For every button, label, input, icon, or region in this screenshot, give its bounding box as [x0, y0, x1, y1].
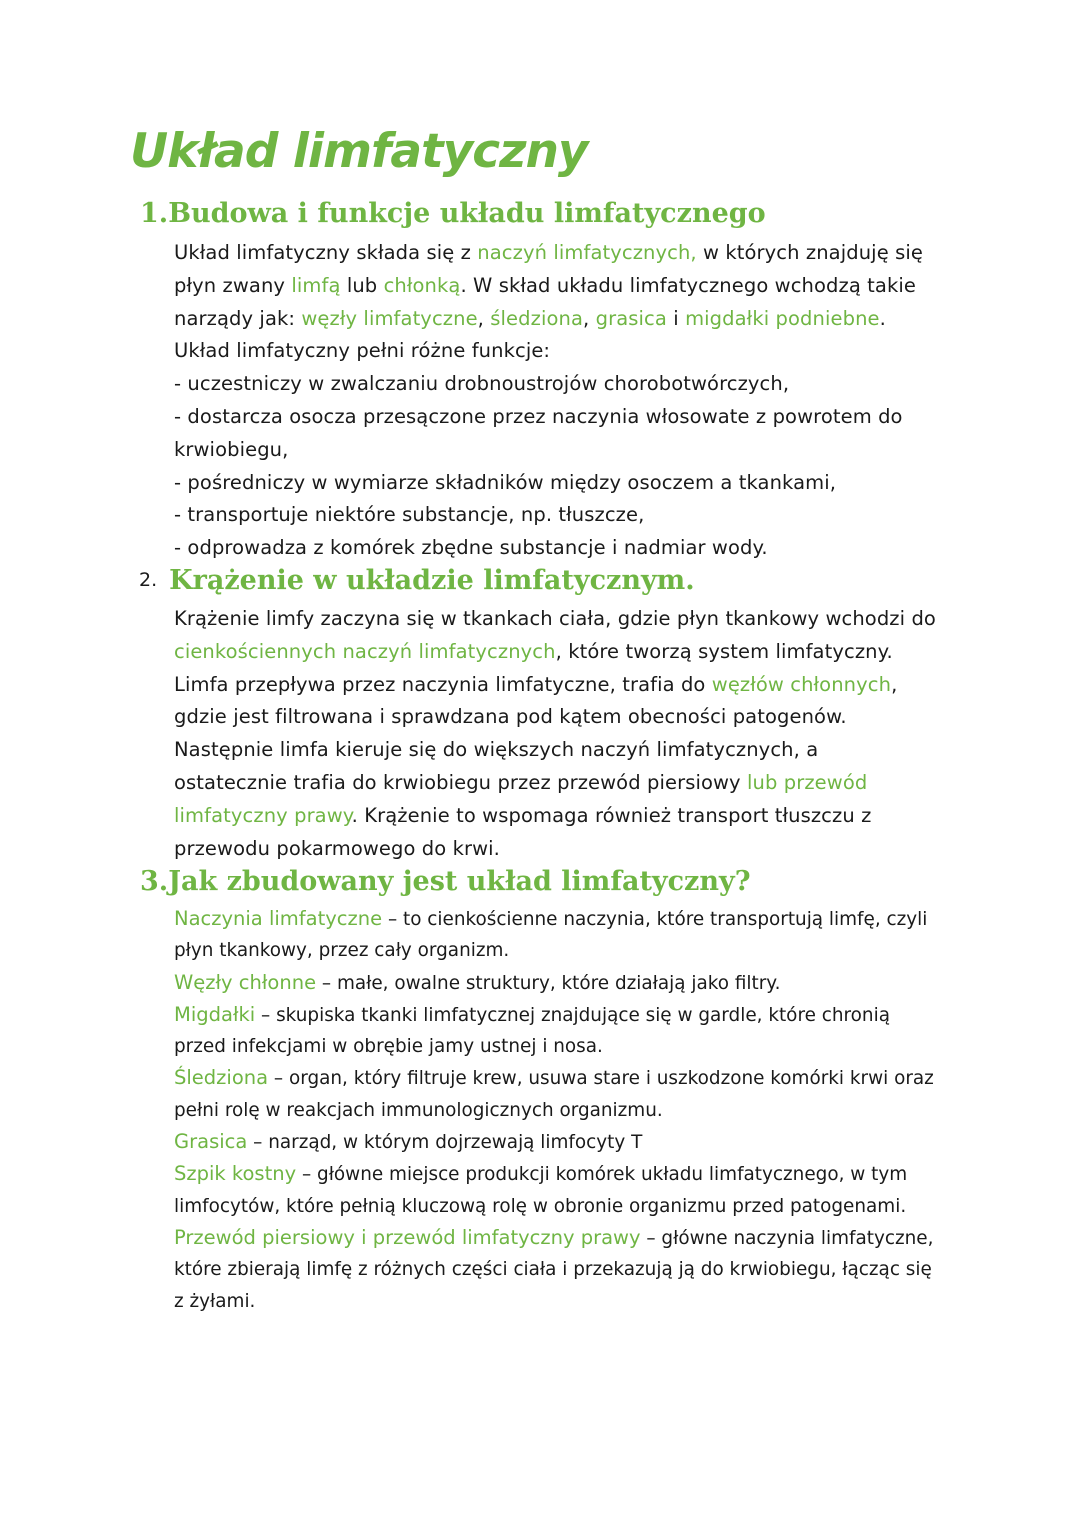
text-span: – to cienkościenne naczynia, które transportują limfę, czyli: [382, 909, 928, 930]
definition-line: [174, 903, 974, 935]
definition-line: [174, 967, 974, 999]
page-title: Układ limfatyczny: [130, 124, 588, 179]
text-span: – skupiska tkanki limfatycznej znajdujące się w gardle, które chronią: [255, 1004, 890, 1026]
section-1-number: 1.: [140, 198, 169, 229]
highlighted-term: Śledziona: [174, 1066, 269, 1090]
text-span: . W skład układu limfatycznego wchodzą takie: [460, 273, 916, 297]
text-line: [174, 303, 974, 336]
text-line: pełni rolę w reakcjach immunologicznych organizmu.: [174, 1099, 663, 1121]
text-line: [174, 237, 974, 270]
section-2-number: 2.: [139, 569, 158, 591]
text-span: .: [879, 306, 886, 330]
text-line: [174, 800, 974, 833]
text-line: [174, 636, 974, 669]
definition-line: [174, 999, 974, 1031]
text-span: lub: [340, 273, 384, 297]
highlighted-term: limfatyczny prawy: [174, 803, 352, 827]
highlighted-term: migdałki podniebne: [685, 306, 880, 330]
section-3-number: 3.: [140, 866, 169, 897]
text-line: krwiobiegu,: [174, 437, 289, 461]
highlighted-term: Grasica: [174, 1130, 248, 1154]
text-span: . Krążenie to wspomaga również transport tłuszczu z: [351, 803, 872, 827]
text-span: płyn zwany: [174, 273, 292, 297]
highlighted-term: śledziona: [490, 306, 584, 330]
text-span: narządy jak:: [174, 306, 302, 330]
list-item: - pośredniczy w wymiarze składników między osoczem a tkankami,: [174, 470, 837, 494]
text-line: gdzie jest filtrowana i sprawdzana pod kątem obecności patogenów.: [174, 705, 847, 729]
text-line: przewodu pokarmowego do krwi.: [174, 836, 500, 860]
highlighted-term: węzły limfatyczne: [301, 306, 478, 330]
text-line: [174, 270, 974, 303]
text-line: [174, 669, 974, 702]
text-span: i: [666, 306, 686, 330]
text-span: – małe, owalne struktury, które działają jako filtry.: [316, 972, 781, 994]
list-item: - odprowadza z komórek zbędne substancje i nadmiar wody.: [174, 536, 768, 560]
section-2-title: Krążenie w układzie limfatycznym.: [169, 565, 695, 596]
highlighted-term: Szpik kostny: [174, 1162, 297, 1186]
highlighted-term: grasica: [595, 306, 667, 330]
section-1-heading: [140, 200, 766, 227]
highlighted-term: węzłów chłonnych: [711, 672, 892, 696]
text-line: limfocytów, które pełnią kluczową rolę w obronie organizmu przed patogenami.: [174, 1195, 907, 1217]
text-line: Krążenie limfy zaczyna się w tkankach ciała, gdzie płyn tkankowy wchodzi do: [174, 607, 936, 630]
highlighted-term: limfą: [291, 273, 341, 297]
definition-line: [174, 1158, 974, 1190]
section-2-body: [174, 603, 974, 865]
text-span: ,: [583, 306, 596, 330]
text-span: – organ, który filtruje krew, usuwa stare i uszkodzone komórki krwi oraz: [268, 1068, 934, 1090]
text-line: z żyłami.: [174, 1290, 256, 1312]
text-line: [174, 767, 974, 800]
highlighted-term: chłonką: [383, 273, 461, 297]
highlighted-term: Węzły chłonne: [174, 970, 317, 994]
definition-line: [174, 1126, 974, 1158]
section-2-heading: [139, 567, 695, 594]
text-line: przed infekcjami w obrębie jamy ustnej i nosa.: [174, 1036, 603, 1058]
text-span: – narząd, w którym dojrzewają limfocyty T: [247, 1132, 643, 1154]
text-span: – główne naczynia limfatyczne,: [640, 1227, 934, 1249]
text-span: Układ limfatyczny składa się z: [174, 241, 478, 264]
highlighted-term: Naczynia limfatyczne: [174, 907, 383, 930]
text-line: które zbierają limfę z różnych części ciała i przekazują ją do krwiobiegu, łącząc się: [174, 1259, 932, 1281]
text-line: płyn tkankowy, przez cały organizm.: [174, 940, 510, 962]
list-item: - uczestniczy w zwalczaniu drobnoustrojów chorobotwórczych,: [174, 372, 790, 396]
section-3-title: Jak zbudowany jest układ limfatyczny?: [168, 866, 751, 897]
text-span: ostatecznie trafia do krwiobiegu przez przewód piersiowy: [174, 770, 747, 794]
highlighted-term: Migdałki: [174, 1002, 256, 1026]
text-line: Następnie limfa kieruje się do większych naczyń limfatycznych, a: [174, 738, 819, 762]
list-item: - transportuje niektóre substancje, np. tłuszcze,: [174, 503, 645, 527]
section-1-body: [174, 237, 974, 565]
text-span: , które tworzą system limfatyczny.: [555, 639, 893, 663]
highlighted-term: Przewód piersiowy i przewód limfatyczny prawy: [174, 1225, 641, 1249]
definition-line: [174, 1062, 974, 1094]
text-line: Układ limfatyczny pełni różne funkcje:: [174, 339, 551, 363]
highlighted-term: cienkościennych naczyń limfatycznych: [174, 639, 556, 663]
section-3-body: [174, 903, 974, 1317]
section-1-title: Budowa i funkcje układu limfatycznego: [168, 198, 766, 229]
text-span: – główne miejsce produkcji komórek układu limfatycznego, w tym: [296, 1164, 908, 1186]
section-3-heading: [140, 868, 751, 895]
highlighted-term: lub przewód: [747, 770, 868, 794]
text-span: w których znajduję się: [696, 241, 923, 264]
definition-line: [174, 1222, 974, 1254]
list-item: - dostarcza osocza przesączone przez naczynia włosowate z powrotem do: [174, 404, 903, 428]
text-span: ,: [477, 306, 491, 330]
highlighted-term: naczyń limfatycznych,: [477, 241, 697, 264]
text-span: ,: [891, 672, 898, 696]
text-span: Limfa przepływa przez naczynia limfatyczne, trafia do: [174, 672, 712, 696]
